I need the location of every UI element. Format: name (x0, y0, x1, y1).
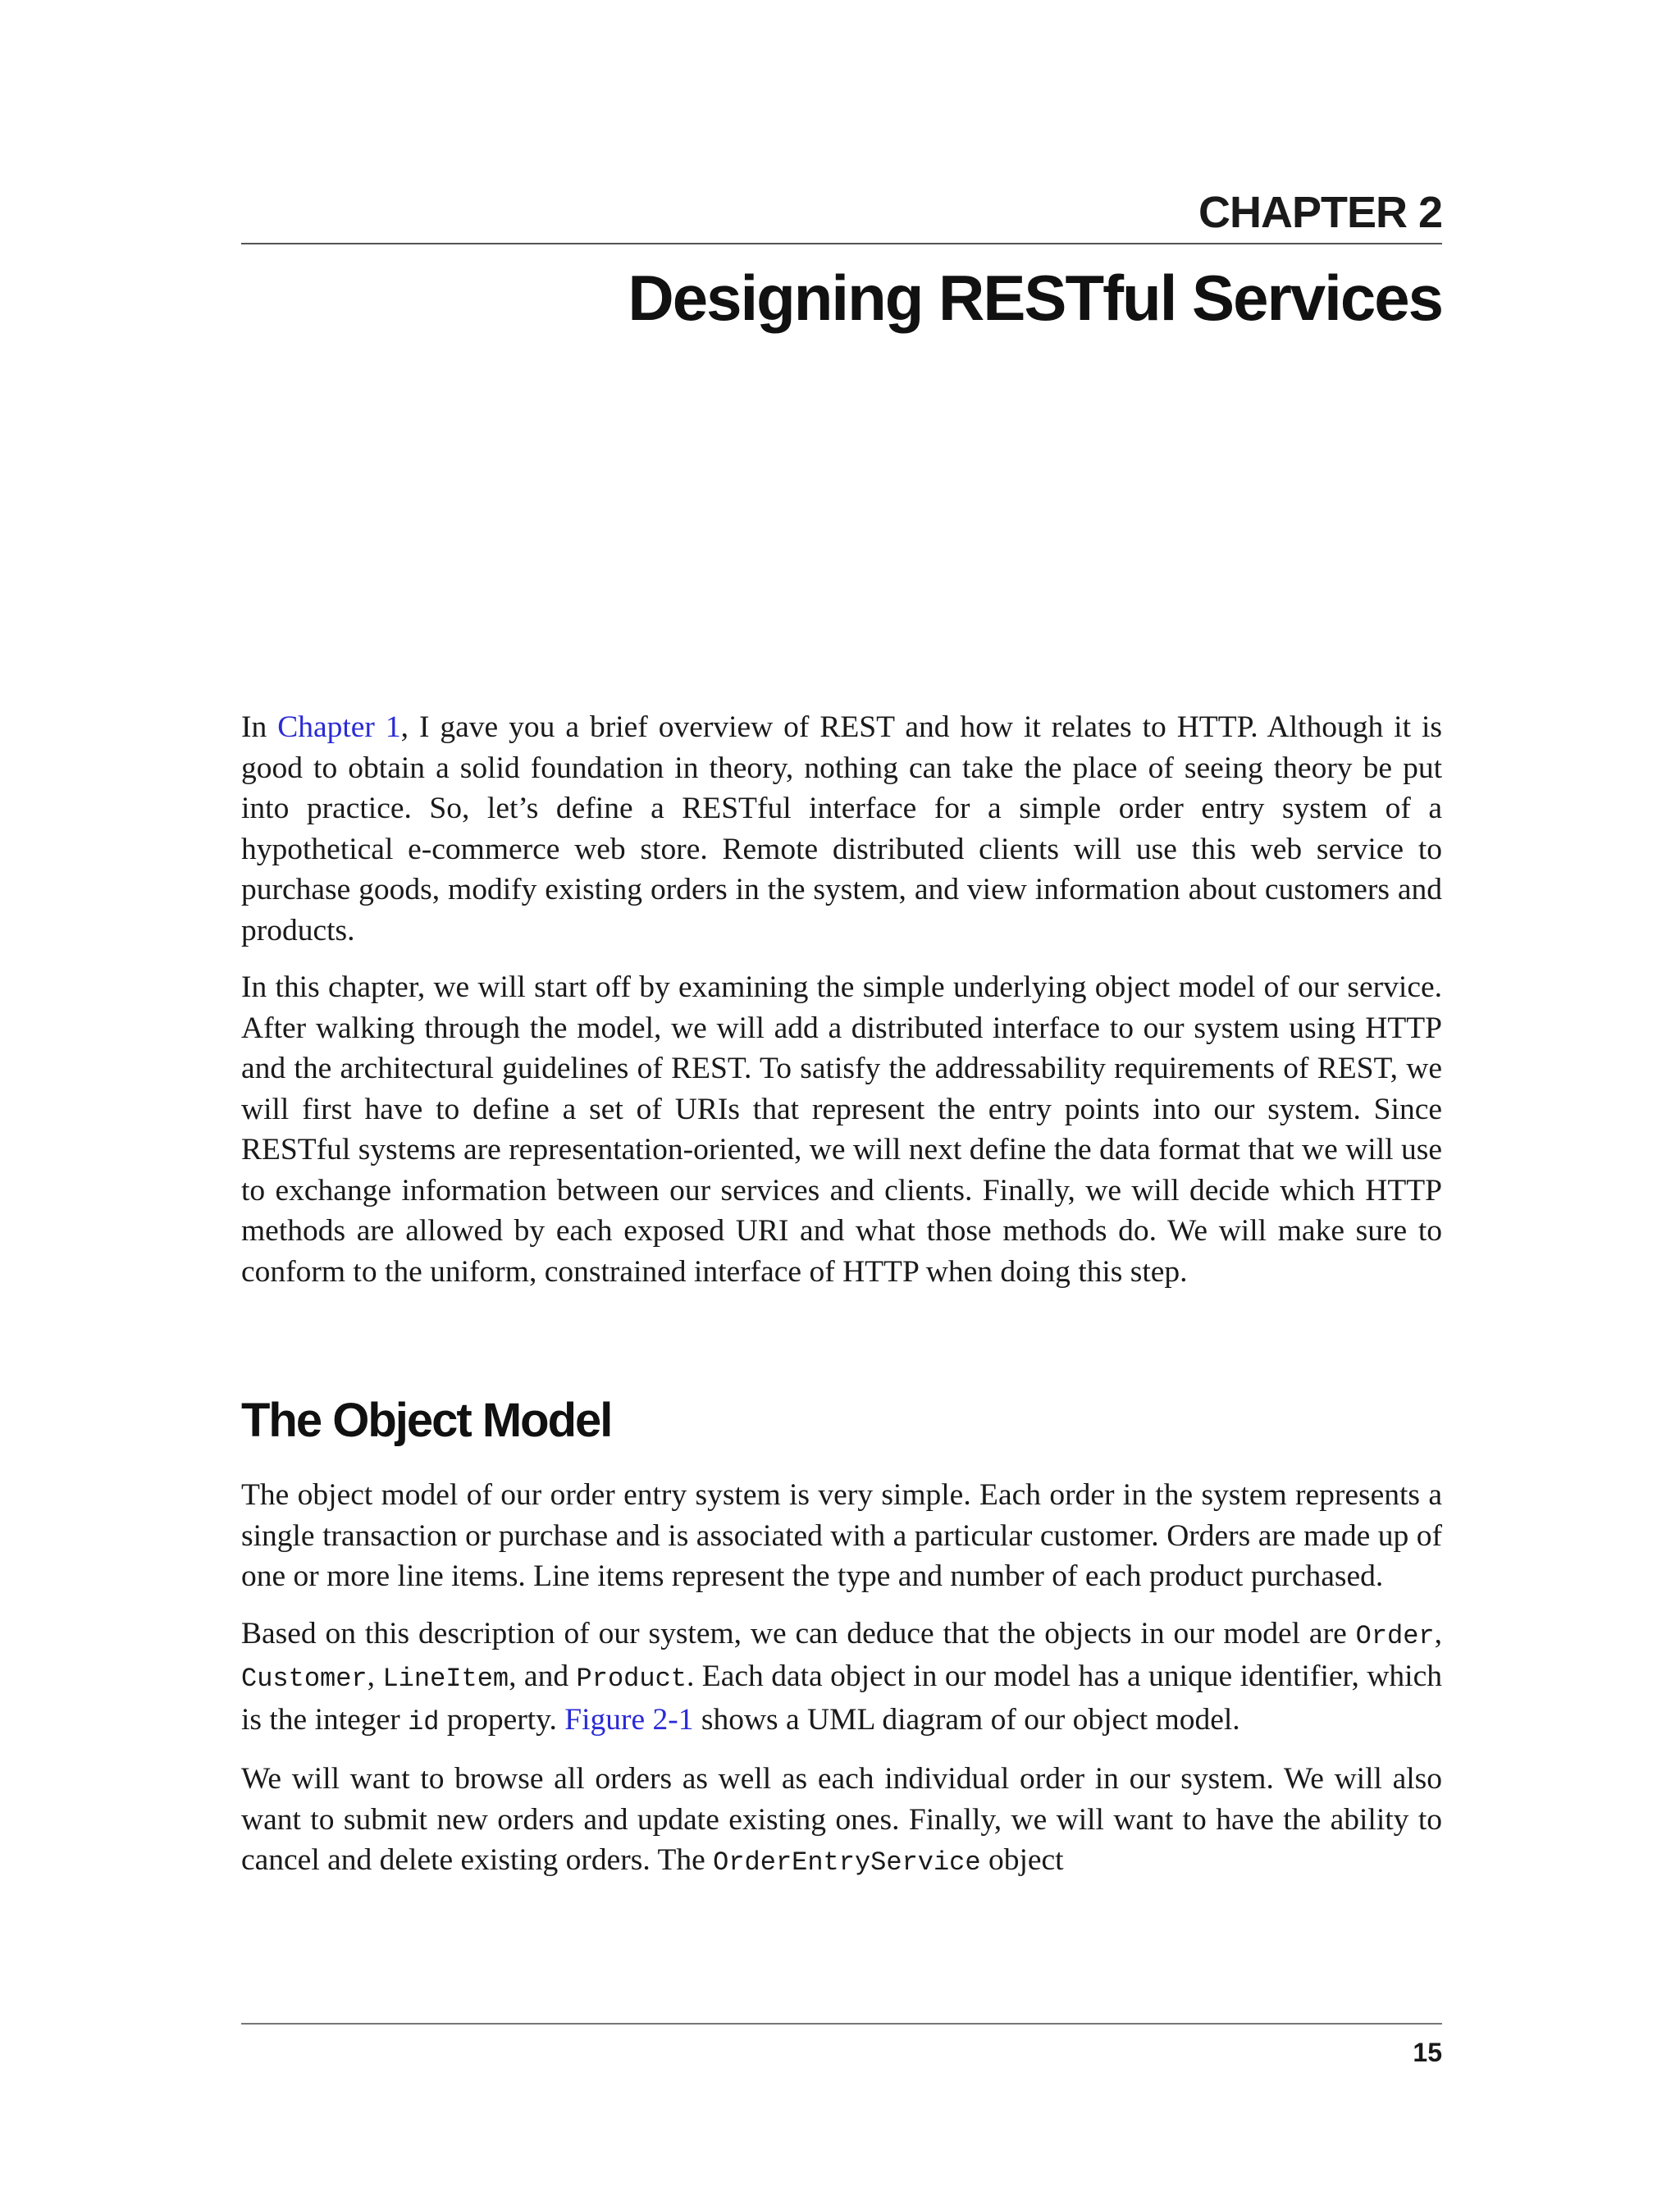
section-paragraph-1: The object model of our order entry system is very simple. Each order in the system represents a single transaction or purchase and is associated with a particular customer. Orders are made up of one or more line items. Line items represent the type and number of each product purchased. (241, 1478, 1442, 1593)
book-page (241, 0, 1442, 2205)
section-p2-text-5: . Each data object in our model has a unique identifier, which is the integer (241, 1659, 1442, 1737)
code-lineitem: LineItem (382, 1664, 509, 1694)
section-paragraph-3 (241, 1759, 1442, 1883)
figure-2-1-link[interactable]: Figure 2-1 (564, 1702, 694, 1737)
section-paragraph-2 (241, 1614, 1442, 1743)
section-p2-text-2: , (1434, 1616, 1442, 1650)
section-p2-text-1: Based on this description of our system, we can deduce that the objects in our model are (241, 1616, 1356, 1650)
code-order: Order (1355, 1620, 1435, 1651)
intro-text (241, 707, 1442, 1308)
section-p3-text-2: object (980, 1843, 1064, 1877)
chapter-divider (241, 243, 1442, 244)
section-p2-text-6: property. (439, 1702, 565, 1737)
section-text (241, 1475, 1442, 1900)
page-number: 15 (1413, 2038, 1442, 2067)
section-p2-text-3: , (367, 1659, 383, 1693)
chapter-label: CHAPTER 2 (1198, 188, 1442, 237)
code-id: id (408, 1706, 440, 1737)
code-orderentryservice: OrderEntryService (713, 1847, 981, 1878)
intro-p1-text-before: In (241, 710, 278, 744)
section-heading: The Object Model (241, 1394, 612, 1447)
intro-paragraph-1 (241, 707, 1442, 951)
section-p2-text-4: , and (509, 1659, 577, 1693)
chapter-1-link[interactable]: Chapter 1 (277, 710, 401, 744)
section-p2-text-7: shows a UML diagram of our object model. (693, 1702, 1240, 1737)
section-p3-text-1: We will want to browse all orders as well as each individual order in our system. We will also want to submit new orders and update existing ones. Finally, we will want to have the ability to cancel and delete existing orders. The (241, 1762, 1442, 1877)
intro-p1-text-after: , I gave you a brief overview of REST and how it relates to HTTP. Although it is good to obtain a solid foundation in theory, nothing can take the place of seeing theory be put into practice. So, let’s define a RESTful interface for a simple order entry system of a hypothetical e-commerce web store. Remote distributed clients will use this web service to purchase goods, modify existing orders in the system, and view information about customers and products. (241, 710, 1442, 947)
footer-divider (241, 2023, 1442, 2025)
intro-paragraph-2: In this chapter, we will start off by examining the simple underlying object model of our service. After walking through the model, we will add a distributed interface to our system using HTTP and the architectural guidelines of REST. To satisfy the addressability requirements of REST, we will first have to define a set of URIs that represent the entry points into our system. Since RESTful systems are representation-oriented, we will next define the data format that we will use to exchange information between our services and clients. Finally, we will decide which HTTP methods are allowed by each exposed URI and what those methods do. We will make sure to conform to the uniform, constrained interface of HTTP when doing this step. (241, 970, 1442, 1289)
code-customer: Customer (241, 1664, 368, 1694)
chapter-title: Designing RESTful Services (628, 262, 1442, 334)
code-product: Product (576, 1664, 687, 1694)
